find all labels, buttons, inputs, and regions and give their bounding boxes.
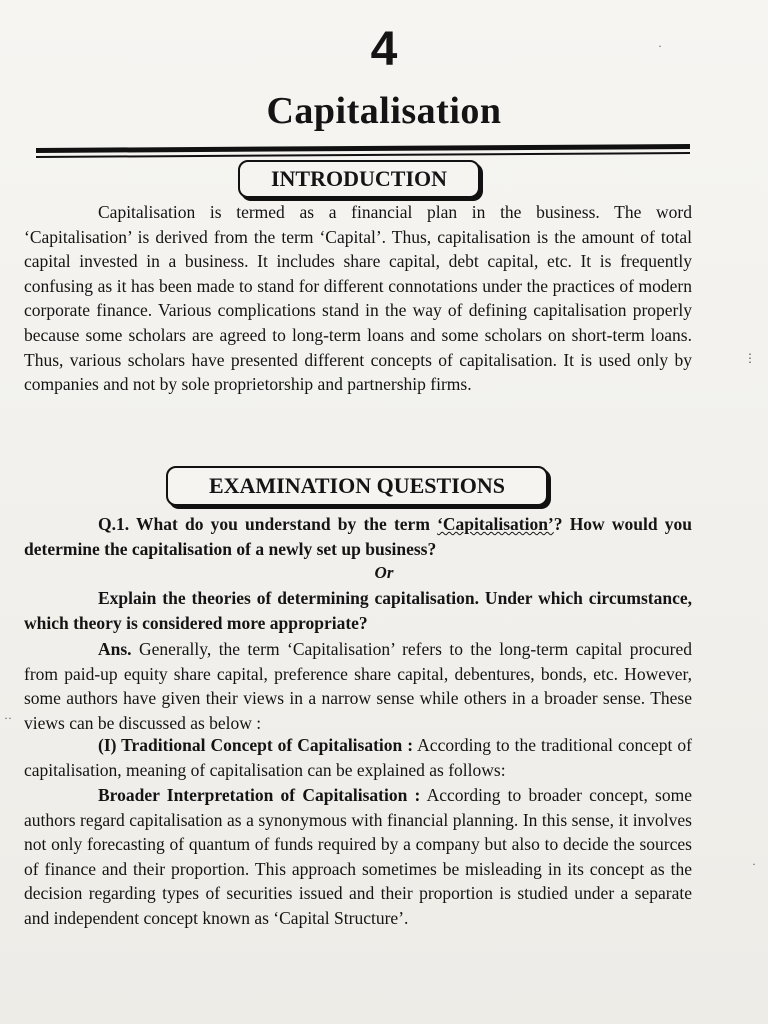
introduction-paragraph: [24, 200, 692, 397]
answer-paragraph: [24, 637, 692, 735]
question-1-alternate-text: Explain the theories of determining capitalisation. Under which circumstance, which theory is considered more appropriate?: [24, 588, 692, 633]
scan-speck: ·: [752, 857, 756, 871]
traditional-concept-text: According to the traditional concept of capitalisation, meaning of capitalisation can be explained as follows:: [24, 735, 692, 780]
question-1-alternate: [24, 586, 692, 635]
introduction-heading: INTRODUCTION: [238, 160, 480, 198]
scan-speck: ⋮: [744, 351, 756, 365]
question-1-prefix: Q.1. What do you understand by the term: [98, 514, 438, 534]
question-or-separator: Or: [374, 563, 394, 582]
question-1-suffix: ? How would you determine the capitalisation of a newly set up business?: [24, 514, 692, 559]
answer-label: Ans.: [98, 639, 132, 659]
broader-interpretation-paragraph: [24, 783, 692, 931]
examination-questions-heading: EXAMINATION QUESTIONS: [166, 466, 548, 506]
introduction-text: Capitalisation is termed as a financial plan in the business. The word ‘Capitalisation’ is derived from the term ‘Capital’. Thus, capitalisation is the amount of total capital invested in a business. It includes share capital, debt capital, etc. It is frequently confusing as it has been made to stand for different connotations under the practices of modern corporate finance. Various complications stand in the way of defining capitalisation properly because some scholars are agreed to long-term loans and some scholars on short-term loans. Thus, various scholars have presented different concepts of capitalisation. It is used only by companies and not by sole proprietorship and partnership firms.: [24, 202, 692, 395]
traditional-concept-heading: (I) Traditional Concept of Capitalisation :: [98, 735, 414, 755]
chapter-number: 4: [370, 23, 398, 76]
question-1-term: ‘Capitalisation’: [437, 514, 554, 534]
broader-interpretation-text: According to broader concept, some authors regard capitalisation as a synonymous with financial planning. In this sense, it involves not only forecasting of quantum of funds required by a company but also to decide the sources of finance and their proportion. This approach sometimes be misleading in its concept as the decision regarding types of securities issued and their proportion is studied under a separate and independent concept known as ‘Capital Structure’.: [24, 785, 692, 928]
question-1: [24, 512, 692, 561]
scan-speck: ·: [658, 39, 662, 53]
chapter-title: Capitalisation: [266, 90, 502, 132]
answer-text: Generally, the term ‘Capitalisation’ refers to the long-term capital procured from paid-up equity share capital, preference share capital, debentures, bonds, etc. However, some authors have given their views in a narrow sense while others in a broader sense. These views can be discussed as below :: [24, 639, 692, 733]
scan-speck: ··: [4, 711, 12, 725]
title-rule-thin: [36, 152, 690, 158]
traditional-concept-paragraph: [24, 733, 692, 782]
broader-interpretation-heading: Broader Interpretation of Capitalisation :: [98, 785, 421, 805]
